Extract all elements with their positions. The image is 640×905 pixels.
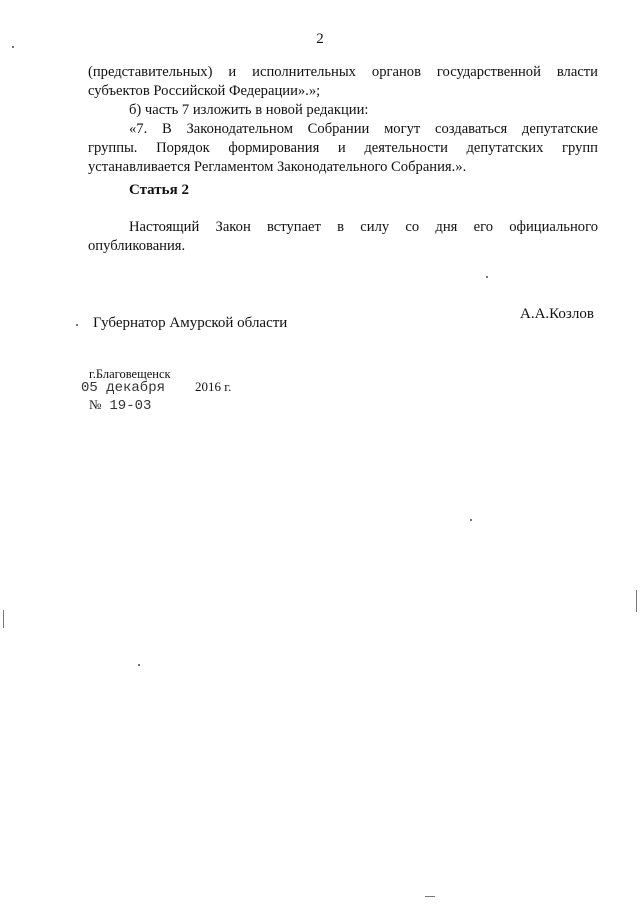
number-sign: № [89, 397, 102, 412]
signatory-title: Губернатор Амурской области [93, 315, 288, 331]
signatory-name: А.А.Козлов [520, 306, 594, 322]
scan-speck [636, 590, 637, 612]
page-number: 2 [316, 31, 324, 47]
paragraph-line: устанавливается Регламентом Законодательного Собрания.». [88, 159, 467, 175]
scan-speck [3, 610, 4, 628]
paragraph-line: (представительных) и исполнительных органов государственной власти [88, 64, 598, 80]
number-value: 19-03 [109, 398, 152, 414]
place-of-signing: г.Благовещенск [89, 367, 171, 381]
article-heading: Статья 2 [129, 182, 189, 198]
scan-speck [486, 276, 488, 278]
scan-speck [470, 519, 472, 521]
scan-speck [425, 896, 435, 897]
scan-speck [76, 324, 78, 326]
paragraph-line: субъектов Российской Федерации».»; [88, 83, 321, 99]
paragraph-line: опубликования. [88, 238, 186, 254]
signing-date [81, 378, 231, 396]
paragraph-line: б) часть 7 изложить в новой редакции: [129, 102, 369, 118]
scan-speck [138, 664, 140, 666]
date-year: 2016 г. [195, 379, 232, 394]
article-2-text [88, 218, 598, 256]
paragraph-line: группы. Порядок формирования и деятельности депутатских групп [88, 140, 598, 156]
scan-speck [12, 46, 14, 48]
date-day: 05 декабря [81, 380, 166, 396]
paragraph-line: «7. В Законодательном Собрании могут создаваться депутатские [129, 121, 598, 137]
law-number [89, 396, 151, 414]
paragraph-line: Настоящий Закон вступает в силу со дня его официального [129, 219, 598, 235]
amendment-text [88, 63, 598, 177]
